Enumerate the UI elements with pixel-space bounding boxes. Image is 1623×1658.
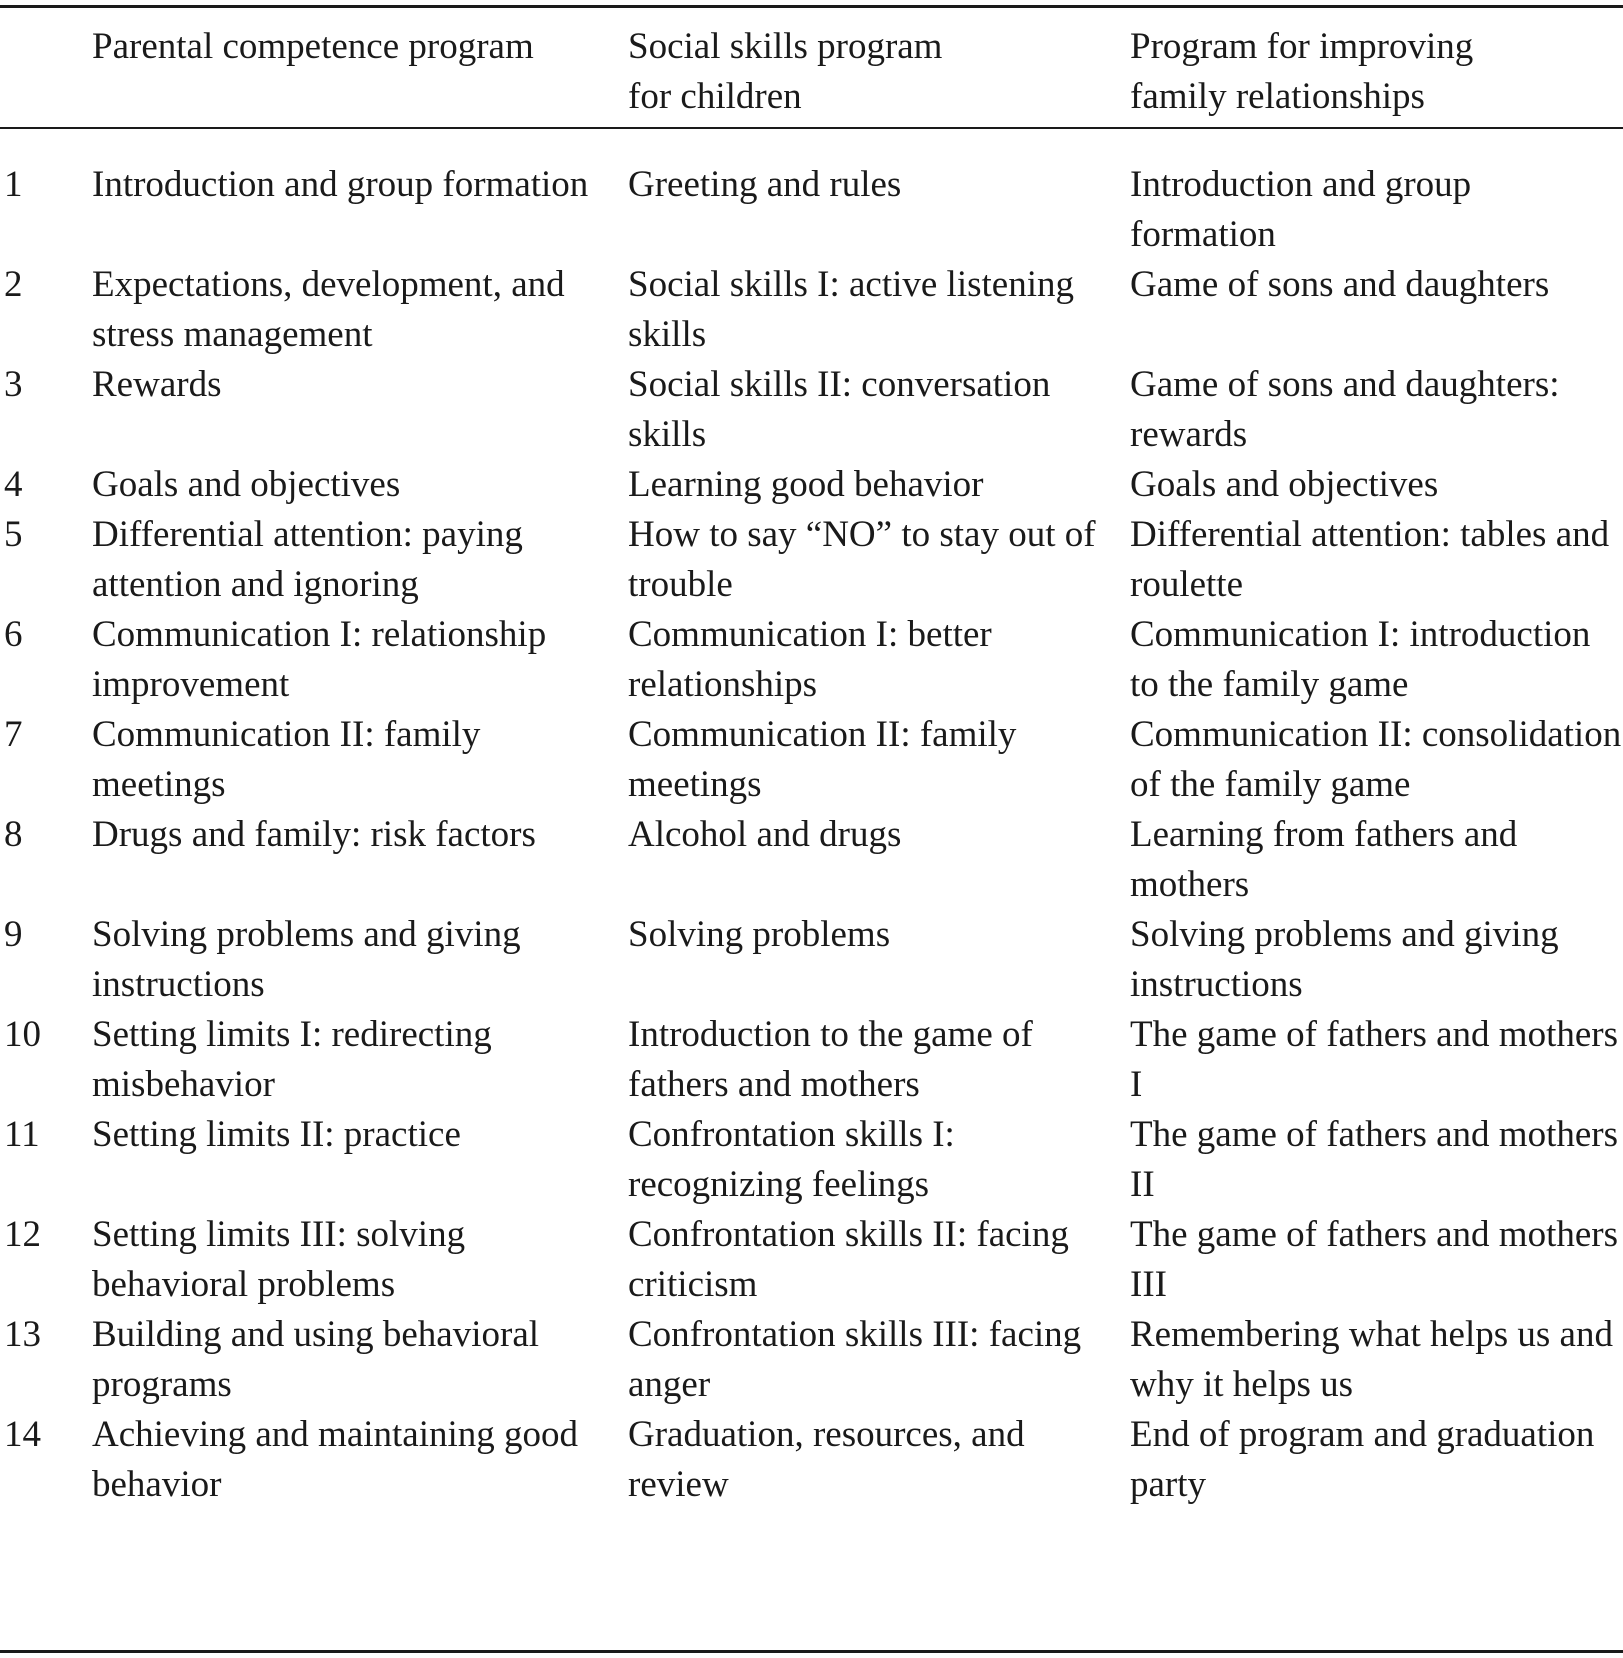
session-number-cell: 10	[4, 1014, 41, 1055]
parental-competence-cell: Differential attention: paying attention and ignoring	[92, 514, 523, 605]
table-header	[0, 0, 1623, 140]
table-row	[0, 460, 1623, 510]
social-skills-cell: Greeting and rules	[628, 164, 902, 205]
table-row	[0, 1010, 1623, 1110]
social-skills-cell: Social skills II: conversation skills	[628, 364, 1051, 455]
family-relationships-cell: Differential attention: tables and roulette	[1130, 514, 1610, 605]
table-row	[0, 360, 1623, 460]
table-row	[0, 1110, 1623, 1210]
table-row	[0, 1410, 1623, 1510]
family-relationships-cell: The game of fathers and mothers II	[1130, 1114, 1619, 1205]
social-skills-cell: Communication II: family meetings	[628, 714, 1017, 805]
header-parental-competence: Parental competence program	[92, 26, 534, 67]
session-number-cell: 7	[4, 714, 23, 755]
family-relationships-cell: Communication I: introduction to the family game	[1130, 614, 1591, 705]
parental-competence-cell: Drugs and family: risk factors	[92, 814, 536, 855]
social-skills-cell: Alcohol and drugs	[628, 814, 902, 855]
session-number-cell: 11	[4, 1114, 40, 1155]
social-skills-cell: Social skills I: active listening skills	[628, 264, 1074, 355]
table-row	[0, 610, 1623, 710]
social-skills-cell: How to say “NO” to stay out of trouble	[628, 514, 1096, 605]
social-skills-cell: Solving problems	[628, 914, 891, 955]
session-number-cell: 5	[4, 514, 23, 555]
table-row	[0, 510, 1623, 610]
family-relationships-cell: Communication II: consolidation of the family game	[1130, 714, 1622, 805]
family-relationships-cell: Solving problems and giving instructions	[1130, 914, 1559, 1005]
parental-competence-cell: Communication I: relationship improvement	[92, 614, 547, 705]
social-skills-cell: Introduction to the game of fathers and mothers	[628, 1014, 1033, 1105]
session-number-cell: 4	[4, 464, 23, 505]
table-row	[0, 260, 1623, 360]
table-row	[0, 910, 1623, 1010]
session-number-cell: 2	[4, 264, 23, 305]
table-row	[0, 1310, 1623, 1410]
social-skills-cell: Confrontation skills II: facing criticism	[628, 1214, 1069, 1305]
header-row	[0, 0, 1623, 140]
family-relationships-cell: Remembering what helps us and why it helps us	[1130, 1314, 1613, 1405]
family-relationships-cell: Game of sons and daughters: rewards	[1130, 364, 1560, 455]
social-skills-cell: Confrontation skills III: facing anger	[628, 1314, 1082, 1405]
header-family-relationships: Program for improving family relationships	[1130, 26, 1474, 117]
family-relationships-cell: Game of sons and daughters	[1130, 264, 1550, 305]
parental-competence-cell: Building and using behavioral programs	[92, 1314, 540, 1405]
session-number-cell: 8	[4, 814, 23, 855]
social-skills-cell: Learning good behavior	[628, 464, 984, 505]
session-number-cell: 13	[4, 1314, 41, 1355]
session-number-cell: 1	[4, 164, 23, 205]
session-number-cell: 9	[4, 914, 23, 955]
parental-competence-cell: Setting limits II: practice	[92, 1114, 461, 1155]
family-relationships-cell: Learning from fathers and mothers	[1130, 814, 1518, 905]
family-relationships-cell: End of program and graduation party	[1130, 1414, 1595, 1505]
social-skills-cell: Communication I: better relationships	[628, 614, 992, 705]
family-relationships-cell: The game of fathers and mothers I	[1130, 1014, 1619, 1105]
family-relationships-cell: Goals and objectives	[1130, 464, 1439, 505]
parental-competence-cell: Achieving and maintaining good behavior	[92, 1414, 579, 1505]
session-number-cell: 3	[4, 364, 23, 405]
parental-competence-cell: Rewards	[92, 364, 222, 405]
session-number-cell: 6	[4, 614, 23, 655]
header-session-number	[0, 0, 92, 140]
table-body	[0, 140, 1623, 1510]
table-row	[0, 1210, 1623, 1310]
parental-competence-cell: Expectations, development, and stress management	[92, 264, 565, 355]
family-relationships-cell: The game of fathers and mothers III	[1130, 1214, 1619, 1305]
parental-competence-cell: Setting limits I: redirecting misbehavior	[92, 1014, 492, 1105]
table-row	[0, 140, 1623, 260]
table-row	[0, 810, 1623, 910]
bottom-rule	[0, 1650, 1623, 1653]
parental-competence-cell: Goals and objectives	[92, 464, 401, 505]
social-skills-cell: Graduation, resources, and review	[628, 1414, 1025, 1505]
social-skills-cell: Confrontation skills I: recognizing feelings	[628, 1114, 955, 1205]
family-relationships-cell: Introduction and group formation	[1130, 164, 1472, 255]
session-number-cell: 12	[4, 1214, 41, 1255]
session-number-cell: 14	[4, 1414, 41, 1455]
parental-competence-cell: Communication II: family meetings	[92, 714, 481, 805]
parental-competence-cell: Solving problems and giving instructions	[92, 914, 521, 1005]
header-social-skills: Social skills program for children	[628, 26, 943, 117]
parental-competence-cell: Setting limits III: solving behavioral problems	[92, 1214, 466, 1305]
parental-competence-cell: Introduction and group formation	[92, 164, 589, 205]
table-row	[0, 710, 1623, 810]
